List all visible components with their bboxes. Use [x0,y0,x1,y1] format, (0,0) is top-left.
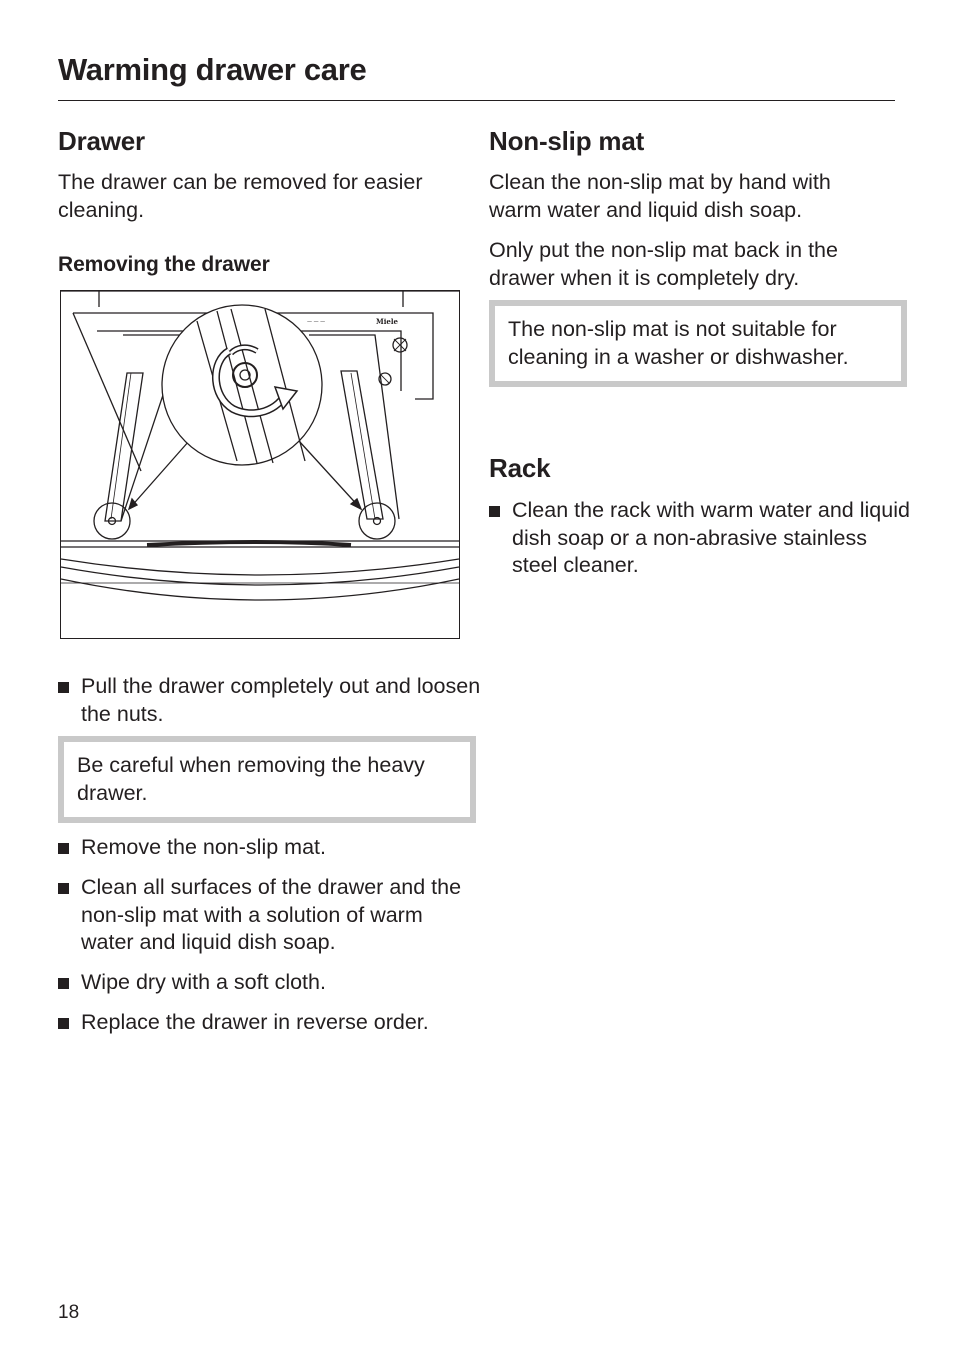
rack-step-clean [489,497,912,580]
caution-note [58,736,476,823]
bullet-square-icon [58,843,69,854]
bullet-square-icon [489,506,500,517]
non-slip-mat-heading: Non-slip mat [489,126,645,156]
step-pull-drawer [58,673,481,728]
removing-drawer-subheading: Removing the drawer [58,253,270,276]
step-text: Pull the drawer completely out and loosen the nuts. [81,674,481,726]
step-replace-drawer [58,1009,481,1037]
step-remove-mat [58,834,481,862]
bullet-square-icon [58,883,69,894]
drawer-intro: The drawer can be removed for easier cleaning. [58,170,423,222]
step-text: Replace the drawer in reverse order. [81,1010,429,1034]
non-slip-mat-paragraph-1: Clean the non-slip mat by hand with warm water and liquid dish soap. [489,170,831,222]
bullet-square-icon [58,978,69,989]
drawer-illustration-svg [61,291,459,637]
step-wipe-dry [58,969,481,997]
title-divider [58,100,895,101]
drawer-removal-illustration [60,290,460,639]
step-text: Remove the non-slip mat. [81,835,326,859]
non-slip-mat-note [489,300,907,387]
bullet-square-icon [58,1018,69,1029]
svg-text:Miele: Miele [376,317,398,326]
svg-text:— — —: — — — [307,319,326,325]
step-text: Clean all surfaces of the drawer and the non-slip mat with a solution of warm water and liquid dish soap. [81,875,462,954]
non-slip-mat-note-text: The non-slip mat is not suitable for cleaning in a washer or dishwasher. [508,317,849,369]
page-number: 18 [58,1302,80,1323]
step-clean-surfaces [58,874,481,957]
step-text: Wipe dry with a soft cloth. [81,970,326,994]
step-text: Clean the rack with warm water and liquid dish soap or a non-abrasive stainless steel cleaner. [512,498,910,577]
non-slip-mat-paragraph-2: Only put the non-slip mat back in the drawer when it is completely dry. [489,238,838,290]
rack-heading: Rack [489,453,551,483]
drawer-heading: Drawer [58,126,145,156]
page-title: Warming drawer care [58,52,367,87]
bullet-square-icon [58,682,69,693]
caution-text: Be careful when removing the heavy drawer. [77,753,425,805]
